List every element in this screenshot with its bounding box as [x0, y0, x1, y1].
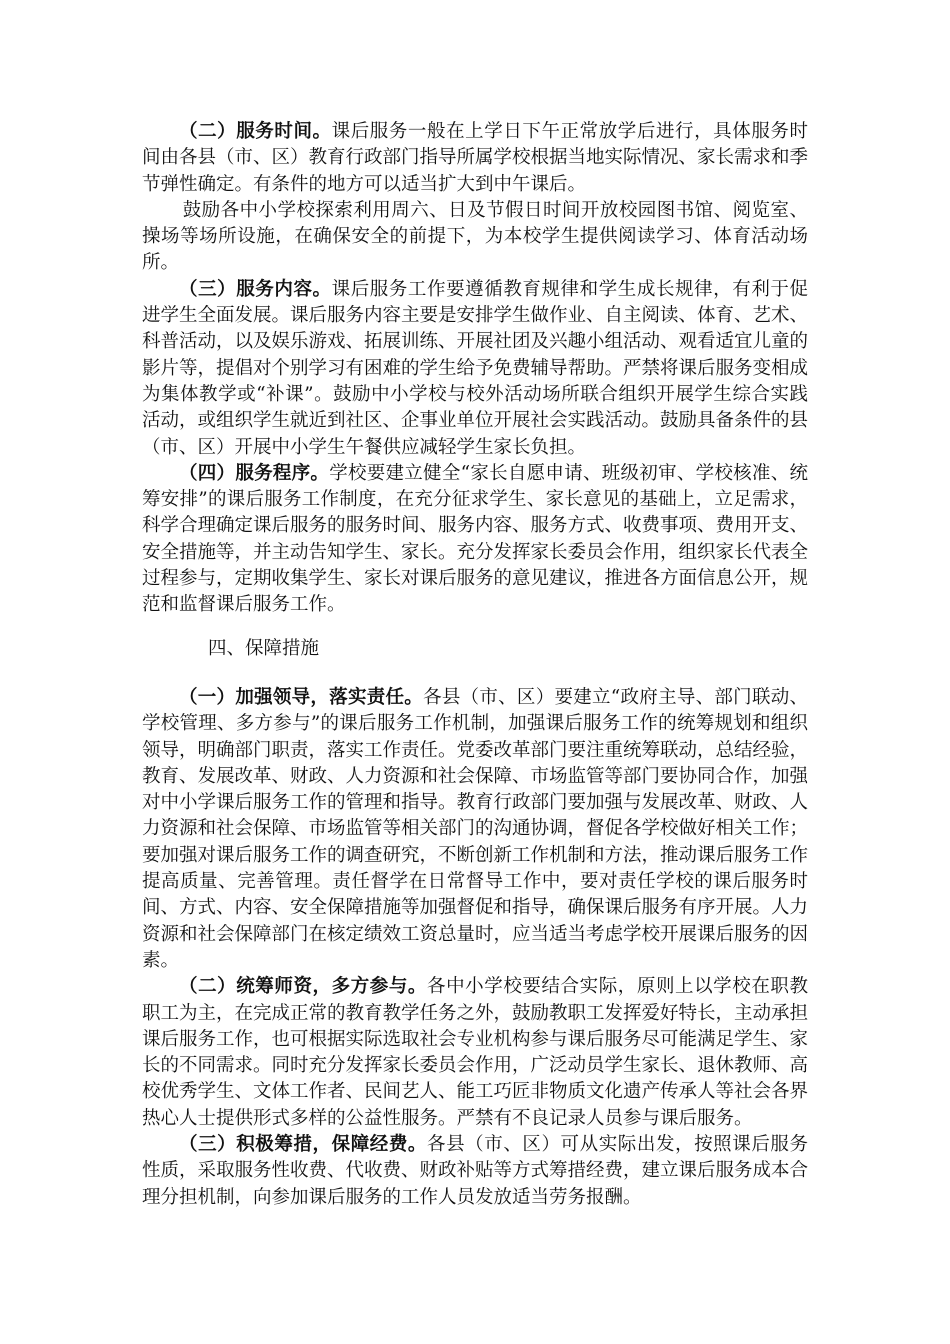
paragraph-text: 各中小学校要结合实际，原则上以学校在职教职工为主，在完成正常的教育教学任务之外，鼓励教职工发挥爱好特长，主动承担课后服务工作，也可根据实际选取社会专业机构参与课后服务尽可能满足学生、家长的不同需求。同时充分发挥家长委员会作用，广泛动员学生家长、退休教师、高校优秀学生、文体工作者、民间艺人、能工巧匠非物质文化遗产传承人等社会各界热心人士提供形式多样的公益性服务。严禁有不良记录人员参与课后服务。 — [142, 976, 809, 1129]
paragraph-service-procedure — [142, 461, 808, 619]
paragraph-service-time — [142, 119, 808, 198]
paragraph-funding — [142, 1132, 808, 1211]
paragraph-lead: （一）加强领导，落实责任。 — [179, 686, 424, 708]
paragraph-text: 学校要建立健全“家长自愿申请、班级初审、学校核准、统筹安排”的课后服务工作制度，在充分征求学生、家长意见的基础上，立足需求，科学合理确定课后服务的服务时间、服务内容、服务方式、收费事项、费用开支、安全措施等，并主动告知学生、家长。充分发挥家长委员会作用，组织家长代表全过程参与，定期收集学生、家长对课后服务的意见建议，推进各方面信息公开，规范和监督课后服务工作。 — [142, 462, 809, 616]
paragraph-lead: （三）积极筹措，保障经费。 — [179, 1133, 428, 1155]
paragraph-lead: （二）统筹师资，多方参与。 — [179, 976, 428, 998]
paragraph-lead: （四）服务程序。 — [179, 462, 330, 484]
section-heading: 四、保障措施 — [208, 637, 320, 659]
paragraph-lead: （三）服务内容。 — [179, 278, 332, 300]
paragraph-lead: （二）服务时间。 — [179, 121, 332, 142]
document-page — [142, 119, 808, 1211]
paragraph-teachers — [142, 974, 808, 1132]
paragraph-text: 鼓励各中小学校探索利用周六、日及节假日时间开放校园图书馆、阅览室、操场等场所设施，在确保安全的前提下，为本校学生提供阅读学习、体育活动场所。 — [142, 199, 808, 274]
paragraph-text: 各县（市、区）要建立“政府主导、部门联动、学校管理、多方参与”的课后服务工作机制，加强课后服务工作的统筹规划和组织领导，明确部门职责，落实工作责任。党委改革部门要注重统筹联动，总结经验，教育、发展改革、财政、人力资源和社会保障、市场监管等部门要协同合作，加强对中小学课后服务工作的管理和指导。教育行政部门要加强与发展改革、财政、人力资源和社会保障、市场监管等相关部门的沟通协调，督促各学校做好相关工作；要加强对课后服务工作的调查研究，不断创新工作机制和方法，推动课后服务工作提高质量、完善管理。责任督学在日常督导工作中，要对责任学校的课后服务时间、方式、内容、安全保障措施等加强督促和指导，确保课后服务有序开展。人力资源和社会保障部门在核定绩效工资总量时，应当适当考虑学校开展课后服务的因素。 — [142, 686, 809, 971]
paragraph-text: 各县（市、区）可从实际出发，按照课后服务性质，采取服务性收费、代收费、财政补贴等方式筹措经费，建立课后服务成本合理分担机制，向参加课后服务的工作人员发放适当劳务报酬。 — [142, 1133, 809, 1208]
paragraph-leadership — [142, 685, 808, 974]
paragraph-text: 课后服务工作要遵循教育规律和学生成长规律，有利于促进学生全面发展。课后服务内容主要是安排学生做作业、自主阅读、体育、艺术、科普活动，以及娱乐游戏、拓展训练、开展社团及兴趣小组活动、观看适宜儿童的影片等，提倡对个别学习有困难的学生给予免费辅导帮助。严禁将课后服务变相成为集体教学或“补课”。鼓励中小学校与校外活动场所联合组织开展学生综合实践活动，或组织学生就近到社区、企事业单位开展社会实践活动。鼓励具备条件的县（市、区）开展中小学生午餐供应减轻学生家长负担。 — [142, 278, 809, 458]
paragraph-service-content — [142, 277, 808, 461]
paragraph-text: 课后服务一般在上学日下午正常放学后进行，具体服务时间由各县（市、区）教育行政部门指导所属学校根据当地实际情况、家长需求和季节弹性确定。有条件的地方可以适当扩大到中午课后。 — [142, 121, 809, 195]
paragraph-encourage-open-facilities — [142, 198, 808, 277]
